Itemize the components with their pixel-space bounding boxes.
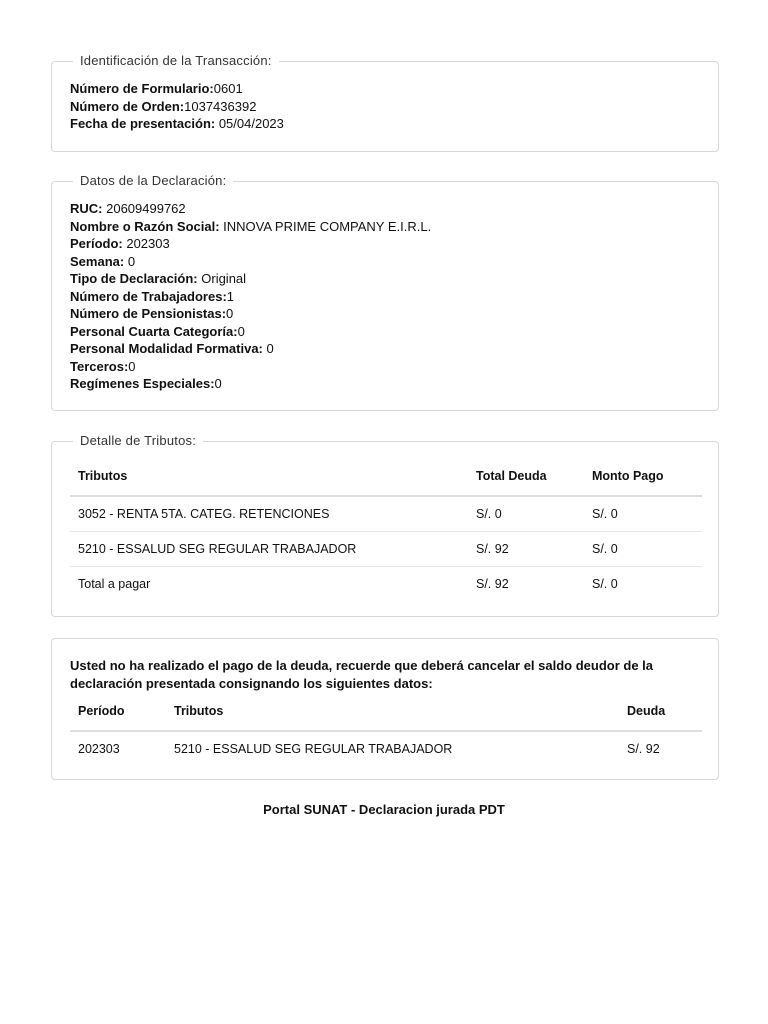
field-value: 0 xyxy=(128,358,136,374)
col-monto-pago: Monto Pago xyxy=(584,457,702,496)
col-deuda: Deuda xyxy=(619,692,702,731)
table-row xyxy=(70,731,702,766)
deuda-message: Usted no ha realizado el pago de la deuda, recuerde que deberá cancelar el saldo deudor de la declaración presentada consignando los siguientes datos: xyxy=(70,658,654,691)
field-label: Personal Modalidad Formativa: xyxy=(70,341,263,356)
field-semana xyxy=(70,253,431,271)
table-total-row xyxy=(70,567,702,602)
field-label: Terceros: xyxy=(70,358,129,374)
cell-total-deuda: S/. 92 xyxy=(476,577,509,591)
field-label: RUC: xyxy=(70,201,103,216)
col-total-deuda: Total Deuda xyxy=(468,457,584,496)
cell-monto-pago: S/. 0 xyxy=(592,577,618,591)
cell-tributo: 5210 - ESSALUD SEG REGULAR TRABAJADOR xyxy=(174,742,453,756)
field-value: 20609499762 xyxy=(102,201,186,216)
table-row xyxy=(70,532,702,567)
field-label: Número de Trabajadores: xyxy=(70,288,227,304)
field-regimenes-especiales xyxy=(70,375,431,393)
field-value: 0601 xyxy=(213,81,243,96)
datos-legend: Datos de la Declaración: xyxy=(73,173,233,189)
field-value: 0 xyxy=(237,323,245,339)
field-label: Número de Formulario: xyxy=(70,81,214,96)
cell-monto-pago: S/. 0 xyxy=(584,532,702,567)
field-personal-cuarta xyxy=(70,323,431,341)
field-numero-formulario xyxy=(70,80,284,98)
table-header-row xyxy=(70,457,702,496)
field-tipo-declaracion xyxy=(70,270,431,288)
table-row xyxy=(70,496,702,532)
cell-total-deuda: S/. 0 xyxy=(468,496,584,532)
tributos-table xyxy=(70,457,702,601)
field-label: Período: xyxy=(70,236,123,251)
cell-tributo: 3052 - RENTA 5TA. CATEG. RETENCIONES xyxy=(70,496,468,532)
field-label: Nombre o Razón Social: xyxy=(70,218,220,234)
cell-tributo: Total a pagar xyxy=(78,577,151,591)
field-value: 0 xyxy=(226,306,234,321)
deuda-table xyxy=(70,692,702,766)
deuda-section xyxy=(51,638,719,780)
field-numero-orden xyxy=(70,98,284,116)
field-value: 0 xyxy=(214,376,222,391)
col-periodo: Período xyxy=(70,692,166,731)
field-value: 0 xyxy=(124,253,136,269)
cell-deuda: S/. 92 xyxy=(627,742,660,756)
field-ruc xyxy=(70,200,431,218)
col-tributos: Tributos xyxy=(166,692,619,731)
field-numero-pensionistas xyxy=(70,305,431,323)
cell-tributo: 5210 - ESSALUD SEG REGULAR TRABAJADOR xyxy=(70,532,468,567)
identificacion-section xyxy=(51,53,719,152)
cell-periodo: 202303 xyxy=(78,742,120,756)
cell-monto-pago: S/. 0 xyxy=(584,496,702,532)
footer-text: Portal SUNAT - Declaracion jurada PDT xyxy=(263,802,505,817)
field-fecha-presentacion xyxy=(70,115,284,133)
field-label: Número de Pensionistas: xyxy=(70,306,227,321)
field-value: 0 xyxy=(262,341,274,356)
field-value: 1 xyxy=(226,288,235,304)
field-label: Fecha de presentación: xyxy=(70,116,216,131)
field-razon-social xyxy=(70,218,431,236)
field-label: Personal Cuarta Categoría: xyxy=(70,323,238,339)
field-label: Semana: xyxy=(70,253,125,269)
identificacion-legend: Identificación de la Transacción: xyxy=(73,53,279,69)
field-label: Regímenes Especiales: xyxy=(70,376,215,391)
field-numero-trabajadores xyxy=(70,288,431,306)
field-label: Tipo de Declaración: xyxy=(70,271,198,286)
datos-section xyxy=(51,173,719,411)
field-modalidad-formativa xyxy=(70,340,431,358)
field-label: Número de Orden: xyxy=(70,98,185,114)
field-value: 05/04/2023 xyxy=(215,116,284,131)
cell-total-deuda: S/. 92 xyxy=(468,532,584,567)
field-periodo xyxy=(70,235,431,253)
tributos-legend: Detalle de Tributos: xyxy=(73,433,203,449)
field-value: 1037436392 xyxy=(184,98,257,114)
field-value: 202303 xyxy=(122,236,170,251)
field-value: Original xyxy=(197,271,247,286)
table-header-row xyxy=(70,692,702,731)
field-value: INNOVA PRIME COMPANY E.I.R.L. xyxy=(219,218,432,234)
col-tributos: Tributos xyxy=(70,457,468,496)
tributos-section xyxy=(51,433,719,617)
field-terceros xyxy=(70,358,431,376)
